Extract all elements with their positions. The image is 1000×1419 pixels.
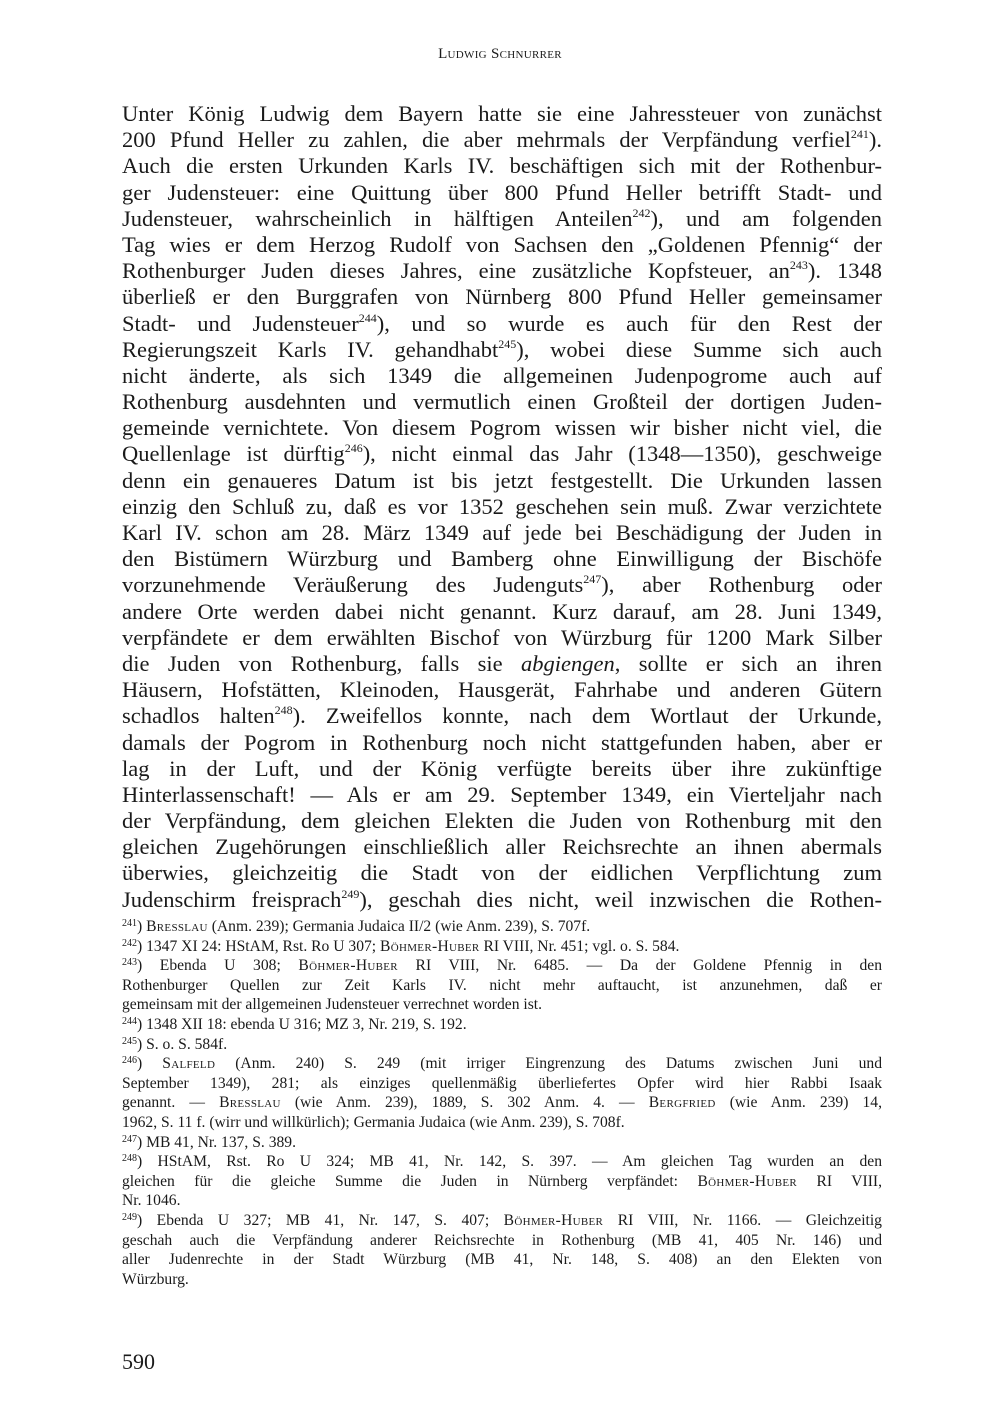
text-span: schadlos halten [122, 703, 275, 729]
text-span: vorzunehmende Veräußerung des Judenguts [122, 572, 584, 598]
footnote-text: gleichen für die gleiche Summe die Juden in Nürnberg verpfändet: [122, 1172, 698, 1190]
text-span: Unter König Ludwig dem Bayern hatte sie eine Jahressteuer von zunächst [122, 101, 882, 126]
footnote-line [122, 1074, 882, 1094]
text-line [122, 782, 882, 808]
footnote-text: RI VIII, Nr. 451; vgl. o. S. 584. [479, 937, 680, 955]
footnote-text: ) [137, 918, 147, 935]
footnote-text: aller Judenrechte in der Stadt Würzburg (MB 41, Nr. 148, S. 408) an den Elekten von [122, 1251, 882, 1269]
text-line [122, 415, 882, 441]
text-span: Tag wies er dem Herzog Rudolf von Sachsen den „Goldenen Pfennig“ der [122, 231, 882, 257]
footnote-reference: 243 [789, 258, 808, 273]
author-name: Böhmer-Huber [380, 937, 480, 955]
footnote-line [122, 1270, 882, 1290]
footnote [122, 1211, 882, 1289]
footnote-text: ) S. o. S. 584f. [137, 1035, 228, 1053]
main-text [122, 101, 882, 913]
footnote-number: 246 [122, 1055, 137, 1067]
footnote [122, 1035, 882, 1055]
text-span: gleichen Zugehörungen einschließlich aller Reichsrechte an ihnen abermals [122, 834, 882, 860]
text-line [122, 808, 882, 834]
text-span: einzig den Schluß zu, daß es vor 1352 geschehen sein muß. Zwar verzichtete [122, 493, 882, 519]
footnote [122, 1133, 882, 1153]
footnote-line [122, 1015, 882, 1035]
text-line [122, 599, 882, 625]
text-span: Judenschirm freisprach [122, 886, 342, 912]
footnote-text: genannt. — [122, 1094, 220, 1112]
text-span: ), und am folgenden [650, 205, 883, 231]
text-line [122, 546, 882, 572]
author-name: Salfeld [162, 1055, 216, 1073]
text-span: Rothenburger Juden dieses Jahres, eine zusätzliche Kopfsteuer, an [122, 258, 790, 284]
author-name: Bergfried [648, 1094, 716, 1112]
text-span: ger Judensteuer: eine Quittung über 800 Pfund Heller betrifft Stadt- und [122, 179, 882, 205]
footnote-line [122, 1211, 882, 1231]
text-line [122, 625, 882, 651]
running-head [0, 46, 1000, 63]
footnote [122, 956, 882, 1015]
text-line [122, 101, 882, 127]
page-number: 590 [122, 1349, 155, 1374]
running-head-text: Ludwig Schnurrer [438, 46, 562, 62]
text-line [122, 389, 882, 415]
footnote-line [122, 1133, 882, 1153]
text-span: Auch die ersten Urkunden Karls IV. beschäftigen sich mit der Rothenbur- [122, 153, 882, 179]
author-name: Bresslau [146, 918, 208, 935]
text-span: Hinterlassenschaft! — Als er am 29. September 1349, ein Vierteljahr nach [122, 781, 882, 807]
italic-word: abgiengen [520, 650, 615, 676]
footnote-reference: 247 [583, 572, 602, 587]
text-span: gemeinde vernichtete. Von diesem Pogrom wissen wir bisher nicht viel, die [122, 415, 882, 441]
text-span: ). [868, 127, 882, 153]
text-span: damals der Pogrom in Rothenburg noch nicht stattgefunden haben, aber er [122, 729, 882, 755]
text-span: Judensteuer, wahrscheinlich in hälftigen Anteilen [122, 205, 633, 231]
text-span: ), geschah dies nicht, weil inzwischen die Rothen- [359, 886, 882, 912]
text-line [122, 284, 882, 310]
author-name: Bresslau [219, 1094, 281, 1112]
footnote-text: (Anm. 239); Germania Judaica II/2 (wie Anm. 239), S. 707f. [207, 918, 591, 935]
footnote-reference: 249 [341, 886, 360, 901]
footnotes [122, 917, 882, 1289]
footnote [122, 917, 882, 937]
text-span: verpfändete er dem erwählten Bischof von Würzburg für 1200 Mark Silber [122, 624, 882, 650]
author-name: Böhmer-Huber [503, 1211, 604, 1229]
footnote-text: RI VIII, Nr. 1166. — Gleichzeitig [603, 1211, 882, 1229]
text-span: ), nicht einmal das Jahr (1348—1350), geschweige [362, 441, 883, 467]
text-line [122, 730, 882, 756]
author-name: Böhmer-Huber [697, 1172, 797, 1190]
text-span: überließ er den Burggrafen von Nürnberg 800 Pfund Heller gemeinsamer [122, 284, 882, 310]
footnote-text: 1962, S. 11 f. (wirr und willkürlich); Germania Judaica (wie Anm. 239), S. 708f. [122, 1113, 625, 1131]
footnote-text: (Anm. 240) S. 249 (mit irriger Eingrenzung des Datums zwischen Juni und [215, 1055, 882, 1073]
footnote-number: 249 [122, 1211, 137, 1223]
footnote-text: ) Ebenda U 327; MB 41, Nr. 147, S. 407; [137, 1211, 504, 1229]
text-line [122, 127, 882, 153]
text-span: , sollte er sich an ihren [614, 650, 882, 676]
text-line [122, 520, 882, 546]
footnote-number: 245 [122, 1035, 137, 1047]
text-span: nicht änderte, als sich 1349 die allgemeinen Judenpogrome auch auf [122, 362, 882, 388]
footnote-line [122, 917, 882, 937]
text-line [122, 337, 882, 363]
text-line [122, 860, 882, 886]
footnote-text: ) 1348 XII 18: ebenda U 316; MZ 3, Nr. 219, S. 192. [137, 1015, 467, 1033]
text-span: lag in der Luft, und der König verfügte bereits über ihre zukünftige [122, 755, 882, 781]
text-span: ), aber Rothenburg oder [601, 572, 882, 598]
footnote-number: 247 [122, 1133, 137, 1145]
footnote-text: ) HStAM, Rst. Ro U 324; MB 41, Nr. 142, S. 397. — Am gleichen Tag wurden an den [137, 1153, 882, 1171]
footnote-text: September 1349), 281; als einziges quellenmäßig überliefertes Opfer wird hier Rabbi Isaak [122, 1074, 882, 1092]
footnote-text: RI VIII, [797, 1172, 882, 1190]
footnote-number: 243 [122, 957, 137, 969]
footnote-text: ) 1347 XI 24: HStAM, Rst. Ro U 307; [137, 937, 381, 955]
footnote-line [122, 937, 882, 957]
footnote-number: 242 [122, 937, 137, 949]
footnote [122, 1054, 882, 1132]
text-span: ), wobei diese Summe sich auch [516, 336, 882, 362]
text-span: der Verpfändung, dem gleichen Elekten die Juden von Rothenburg mit den [122, 808, 882, 834]
footnote-reference: 248 [274, 703, 293, 718]
footnote-reference: 245 [498, 336, 517, 351]
footnote-text: gemeinsam mit der allgemeinen Judensteuer verrechnet worden ist. [122, 996, 543, 1014]
text-line [122, 180, 882, 206]
footnote-line [122, 1231, 882, 1251]
footnote-text: ) MB 41, Nr. 137, S. 389. [137, 1133, 296, 1151]
footnote-text: Würzburg. [122, 1270, 189, 1288]
text-line [122, 677, 882, 703]
footnote-number: 241 [122, 918, 137, 929]
text-line [122, 651, 882, 677]
footnote-number: 248 [122, 1153, 137, 1165]
author-name: Böhmer-Huber [298, 957, 398, 975]
footnote-text: ) [137, 1055, 163, 1073]
text-span: Karl IV. schon am 28. März 1349 auf jede bei Beschädigung der Juden in [122, 520, 882, 545]
footnote-line [122, 976, 882, 996]
footnote [122, 937, 882, 957]
footnote-text: RI VIII, Nr. 6485. — Da der Goldene Pfennig in den [397, 957, 882, 975]
text-span: Quellenlage ist dürftig [122, 441, 345, 467]
text-line [122, 494, 882, 520]
footnote-text: ) Ebenda U 308; [137, 957, 299, 975]
footnote-line [122, 1172, 882, 1192]
text-span: die Juden von Rothenburg, falls sie [122, 650, 521, 676]
text-span: ). 1348 [807, 258, 882, 284]
footnote-text: (wie Anm. 239), 1889, S. 302 Anm. 4. — [280, 1094, 649, 1112]
text-span: ). Zweifellos konnte, nach dem Wortlaut der Urkunde, [292, 703, 882, 729]
footnote-line [122, 1054, 882, 1074]
text-span: überwies, gleichzeitig die Stadt von der eidlichen Verpflichtung zum [122, 860, 882, 886]
footnote-line [122, 1191, 882, 1211]
footnote-reference: 246 [344, 441, 363, 456]
text-line [122, 703, 882, 729]
footnote-reference: 242 [632, 205, 651, 220]
text-line [122, 153, 882, 179]
text-span: ), und so wurde es auch für den Rest der [376, 310, 882, 336]
text-line [122, 887, 882, 913]
text-span: den Bistümern Würzburg und Bamberg ohne Einwilligung der Bischöfe [122, 546, 882, 572]
footnote-reference: 241 [850, 127, 869, 142]
text-line [122, 468, 882, 494]
footnote-line [122, 956, 882, 976]
text-line [122, 206, 882, 232]
footnote-line [122, 995, 882, 1015]
text-span: 200 Pfund Heller zu zahlen, die aber mehrmals der Verpfändung verfiel [122, 127, 851, 153]
footnote [122, 1152, 882, 1211]
text-line [122, 311, 882, 337]
footnote-line [122, 1250, 882, 1270]
footnote-number: 244 [122, 1015, 137, 1027]
text-span: Rothenburg ausdehnten und vermutlich einen Großteil der dortigen Juden- [122, 389, 882, 415]
text-line [122, 756, 882, 782]
text-span: andere Orte werden dabei nicht genannt. Kurz darauf, am 28. Juni 1349, [122, 598, 882, 624]
text-line [122, 572, 882, 598]
text-span: Häusern, Hofstätten, Kleinoden, Hausgerät, Fahrhabe und anderen Gütern [122, 677, 882, 703]
text-line [122, 232, 882, 258]
footnote-line [122, 1113, 882, 1133]
footnote-line [122, 1035, 882, 1055]
text-span: Regierungszeit Karls IV. gehandhabt [122, 336, 499, 362]
footnote-text: (wie Anm. 239) 14, [715, 1094, 883, 1112]
text-line [122, 363, 882, 389]
text-span: denn ein genaueres Datum ist bis jetzt festgestellt. Die Urkunden lassen [122, 467, 882, 493]
footnote-text: geschah auch die Verpfändung anderer Reichsrechte in Rothenburg (MB 41, 405 Nr. 146) und [122, 1231, 882, 1249]
text-span: Stadt- und Judensteuer [122, 310, 359, 336]
text-line [122, 441, 882, 467]
footnote-line [122, 1152, 882, 1172]
footnote-line [122, 1093, 882, 1113]
footnote-reference: 244 [358, 310, 377, 325]
footnote [122, 1015, 882, 1035]
text-line [122, 834, 882, 860]
text-line [122, 258, 882, 284]
footnote-text: Rothenburger Quellen zur Zeit Karls IV. nicht mehr auftaucht, ist anzunehmen, daß er [122, 976, 882, 994]
footnote-text: Nr. 1046. [122, 1192, 181, 1210]
